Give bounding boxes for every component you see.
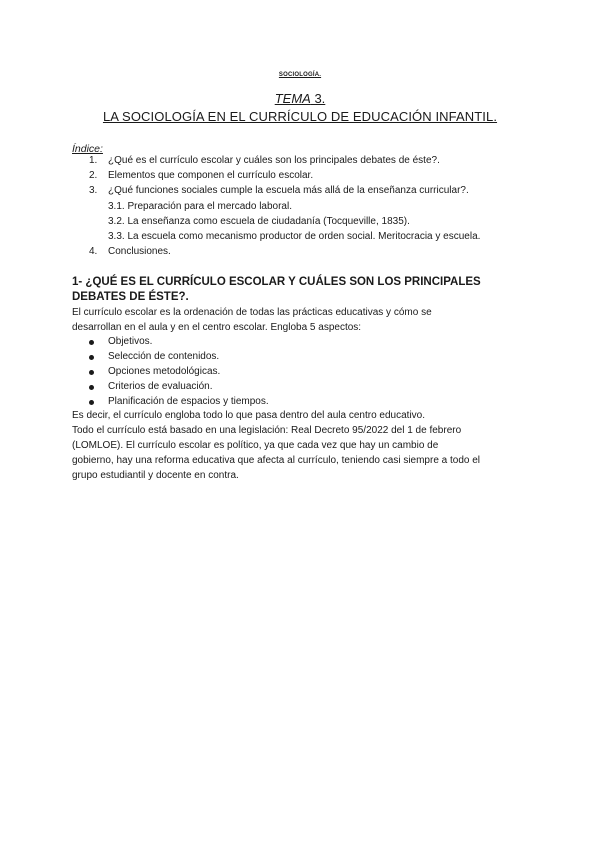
- paragraph-line: (LOMLOE). El currículo escolar es político, ya que cada vez que hay un cambio de: [72, 440, 439, 451]
- page-subtitle: LA SOCIOLOGÍA EN EL CURRÍCULO DE EDUCACIÓN INFANTIL.: [102, 109, 498, 124]
- toc-text: ¿Qué es el currículo escolar y cuáles son los principales debates de éste?.: [108, 155, 440, 166]
- section-1-heading-line: DEBATES DE ÉSTE?.: [72, 291, 189, 303]
- paragraph-line: desarrollan en el aula y en el centro escolar. Engloba 5 aspectos:: [72, 322, 362, 333]
- bullet-icon: [89, 355, 94, 360]
- paragraph-line: Todo el currículo está basado en una legislación: Real Decreto 95/2022 del 1 de febrero: [72, 425, 462, 436]
- toc-number: 4.: [89, 246, 98, 257]
- list-item-text: Opciones metodológicas.: [108, 366, 221, 377]
- bullet-icon: [89, 385, 94, 390]
- toc-text: Conclusiones.: [108, 246, 171, 257]
- list-item-text: Criterios de evaluación.: [108, 381, 213, 392]
- toc-subitem-3-2: 3.2. La enseñanza como escuela de ciudadanía (Tocqueville, 1835).: [108, 216, 410, 227]
- section-1-heading-line: 1- ¿QUÉ ES EL CURRÍCULO ESCOLAR Y CUÁLES SON LOS PRINCIPALES: [72, 276, 481, 288]
- bullet-icon: [89, 400, 94, 405]
- paragraph-line: Es decir, el currículo engloba todo lo que pasa dentro del aula centro educativo.: [72, 410, 426, 421]
- paragraph-line: gobierno, hay una reforma educativa que afecta al currículo, teniendo casi siempre a todo el: [72, 455, 481, 466]
- bullet-icon: [89, 340, 94, 345]
- toc-number: 2.: [89, 170, 98, 181]
- header-label: SOCIOLOGÍA.: [278, 72, 322, 78]
- paragraph-line: El currículo escolar es la ordenación de todas las prácticas educativas y cómo se: [72, 307, 432, 318]
- toc-subitem-3-1: 3.1. Preparación para el mercado laboral.: [108, 201, 292, 212]
- toc-subitem-3-3: 3.3. La escuela como mecanismo productor de orden social. Meritocracia y escuela.: [108, 231, 481, 242]
- title-number: 3.: [310, 91, 326, 106]
- section-1-heading: [72, 275, 542, 305]
- toc-number: 1.: [89, 155, 98, 166]
- list-item-text: Planificación de espacios y tiempos.: [108, 396, 269, 407]
- toc-text: Elementos que componen el currículo escolar.: [108, 170, 314, 181]
- list-item-text: Objetivos.: [108, 336, 153, 347]
- index-label: Índice:: [72, 143, 103, 155]
- paragraph-line: grupo estudiantil y docente en contra.: [72, 470, 239, 481]
- bullet-icon: [89, 370, 94, 375]
- page-title: [0, 91, 600, 106]
- list-item-text: Selección de contenidos.: [108, 351, 220, 362]
- title-tema: TEMA: [274, 91, 311, 106]
- toc-text: ¿Qué funciones sociales cumple la escuela más allá de la enseñanza curricular?.: [108, 185, 469, 196]
- toc-number: 3.: [89, 185, 98, 196]
